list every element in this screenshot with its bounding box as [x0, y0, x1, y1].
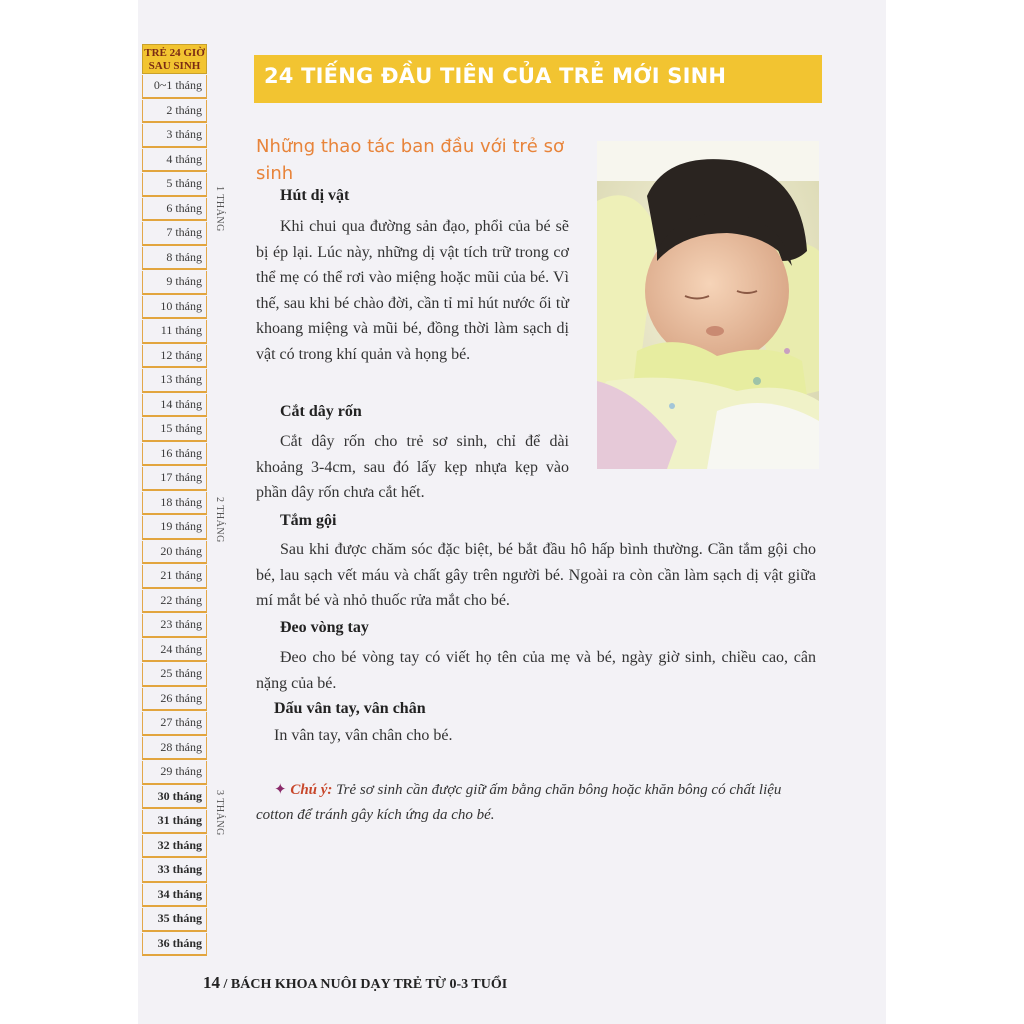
- month-tab-index: [142, 44, 207, 956]
- section-label-1-month: 1 THÁNG: [214, 186, 225, 232]
- diamond-icon: ✦: [274, 782, 287, 798]
- paragraph-deo-vong-tay: Đeo cho bé vòng tay có viết họ tên của mẹ và bé, ngày giờ sinh, chiều cao, cân nặng của bé.: [256, 649, 816, 692]
- month-tab[interactable]: 2 tháng: [142, 100, 207, 124]
- month-tab[interactable]: 16 tháng: [142, 443, 207, 467]
- month-tab[interactable]: 19 tháng: [142, 516, 207, 540]
- month-tab[interactable]: 31 tháng: [142, 810, 207, 834]
- month-tab[interactable]: 18 tháng: [142, 492, 207, 516]
- month-tab[interactable]: 12 tháng: [142, 345, 207, 369]
- month-tab[interactable]: 33 tháng: [142, 859, 207, 883]
- month-tab[interactable]: 22 tháng: [142, 590, 207, 614]
- month-tab[interactable]: 29 tháng: [142, 761, 207, 785]
- month-tab[interactable]: 24 tháng: [142, 639, 207, 663]
- month-tab[interactable]: 27 tháng: [142, 712, 207, 736]
- month-tab[interactable]: 35 tháng: [142, 908, 207, 932]
- page-number: 14: [203, 973, 220, 992]
- paragraph-dau-van-tay: In vân tay, vân chân cho bé.: [274, 727, 453, 744]
- month-tab[interactable]: 15 tháng: [142, 418, 207, 442]
- month-tab[interactable]: 0~1 tháng: [142, 75, 207, 99]
- month-tab[interactable]: 20 tháng: [142, 541, 207, 565]
- paragraph-tam-goi: Sau khi được chăm sóc đặc biệt, bé bắt đầu hô hấp bình thường. Cần tắm gội cho bé, lau sạch vết máu và chất gây trên người bé. Ngoài ra còn cần làm sạch dị vật giữa mí mắt bé và nhỏ thuốc rửa mắt cho bé.: [256, 541, 816, 609]
- month-tab[interactable]: 11 tháng: [142, 320, 207, 344]
- heading-tam-goi: Tắm gội: [280, 512, 337, 529]
- section-subheading: Những thao tác ban đầu với trẻ sơ sinh: [256, 136, 564, 184]
- paragraph-hut-di-vat: Khi chui qua đường sản đạo, phổi của bé sẽ bị ép lại. Lúc này, những dị vật tích trữ trong cơ thể mẹ có thể rơi vào miệng hoặc mũi của bé. Vì thế, sau khi bé chào đời, cần tỉ mỉ hút nước ối từ khoang miệng và mũi bé, đồng thời làm sạch dị vật có trong khí quản và họng bé.: [256, 218, 569, 363]
- chapter-title: 24 TIẾNG ĐẦU TIÊN CỦA TRẺ MỚI SINH: [264, 64, 727, 88]
- month-tab[interactable]: 14 tháng: [142, 394, 207, 418]
- tab-24-hours[interactable]: [142, 44, 207, 74]
- month-tab[interactable]: 5 tháng: [142, 173, 207, 197]
- note-text: Trẻ sơ sinh cần được giữ ấm bằng chăn bông hoặc khăn bông có chất liệu cotton để tránh gây kích ứng da cho bé.: [256, 782, 782, 823]
- month-tab[interactable]: 10 tháng: [142, 296, 207, 320]
- month-tab[interactable]: 28 tháng: [142, 737, 207, 761]
- newborn-photo: [597, 141, 819, 469]
- month-tab[interactable]: 7 tháng: [142, 222, 207, 246]
- month-tab[interactable]: 32 tháng: [142, 835, 207, 859]
- paragraph-cat-day-ron: Cắt dây rốn cho trẻ sơ sinh, chỉ để dài khoảng 3-4cm, sau đó lấy kẹp nhựa kẹp vào phần dây rốn chưa cắt hết.: [256, 433, 569, 501]
- month-tab[interactable]: 21 tháng: [142, 565, 207, 589]
- month-tab[interactable]: 25 tháng: [142, 663, 207, 687]
- month-tab[interactable]: 9 tháng: [142, 271, 207, 295]
- newborn-photo-icon: [597, 141, 819, 469]
- section-label-2-month: 2 THÁNG: [214, 497, 225, 543]
- month-tab[interactable]: 30 tháng: [142, 786, 207, 810]
- page-footer: [203, 973, 507, 993]
- month-tab[interactable]: 13 tháng: [142, 369, 207, 393]
- section-label-3-month: 3 THÁNG: [214, 790, 225, 836]
- heading-deo-vong-tay: Đeo vòng tay: [280, 619, 369, 636]
- month-tab[interactable]: 3 tháng: [142, 124, 207, 148]
- month-tab[interactable]: 34 tháng: [142, 884, 207, 908]
- tab-24-hours-label: TRẺ 24 GIỜ SAU SINH: [144, 47, 205, 72]
- heading-hut-di-vat: Hút dị vật: [280, 187, 350, 204]
- month-tab[interactable]: 4 tháng: [142, 149, 207, 173]
- heading-dau-van-tay: Dấu vân tay, vân chân: [274, 700, 426, 717]
- note-box: [256, 778, 816, 828]
- month-tab[interactable]: 23 tháng: [142, 614, 207, 638]
- month-tab[interactable]: 8 tháng: [142, 247, 207, 271]
- note-label: Chú ý:: [290, 782, 333, 798]
- book-title: / BÁCH KHOA NUÔI DẠY TRẺ TỪ 0-3 TUỔI: [223, 977, 508, 992]
- month-tab[interactable]: 6 tháng: [142, 198, 207, 222]
- month-tab[interactable]: 36 tháng: [142, 933, 207, 957]
- chapter-title-bar: [254, 55, 822, 103]
- month-tab[interactable]: 26 tháng: [142, 688, 207, 712]
- heading-cat-day-ron: Cắt dây rốn: [280, 403, 362, 420]
- month-tab[interactable]: 17 tháng: [142, 467, 207, 491]
